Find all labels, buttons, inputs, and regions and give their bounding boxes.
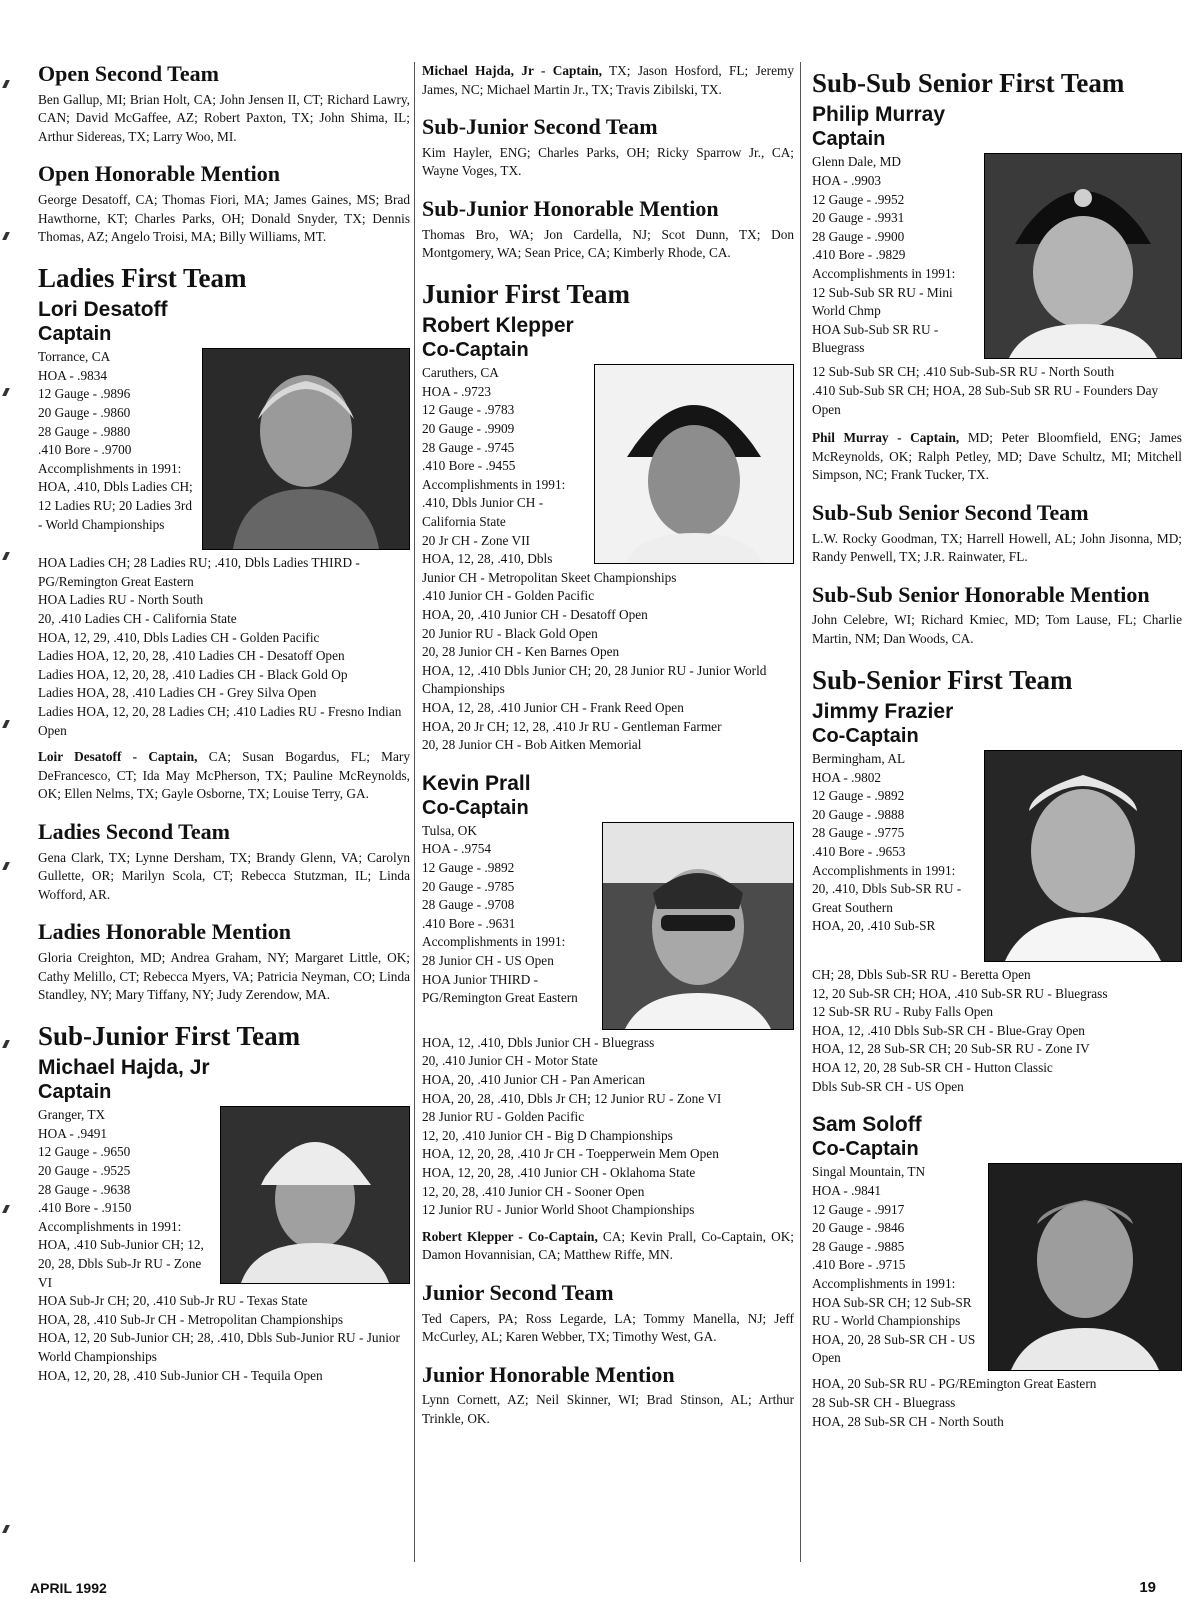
accomplishment-line: HOA, 20, .410 Junior CH - Pan American [422, 1072, 646, 1088]
accomplishment-line: .410 Junior CH - Golden Pacific [422, 588, 595, 604]
ladies-first-team [38, 263, 410, 804]
stat-line: HOA - .9834 [38, 367, 108, 383]
accomplishment-list [38, 1311, 410, 1385]
captain-label: Phil Murray - Captain, [812, 430, 960, 446]
stat-line: 28 Gauge - .9880 [38, 423, 131, 439]
section-title: Sub-Sub Senior Second Team [812, 499, 1089, 525]
accomplishment-line: HOA 12, 20, 28 Sub-SR CH - Hutton Classic [812, 1060, 1053, 1075]
accomplishment-line: HOA, 12, 20, 28, .410 Jr CH - Toepperwein Mem Open [422, 1146, 719, 1162]
section-title: Open Second Team [38, 61, 219, 86]
stat-line: HOA, .410, Dbls Ladies CH; 12 Ladies RU; 20 Ladies 3rd - World Championships [38, 479, 193, 532]
column-divider [414, 62, 415, 1562]
members-text: CA; Susan Bogardus, FL; Mary DeFrancesco, CT; Ida May McPherson, TX; Pauline McReynolds, OK; Ellen Nelms, TX; Gayle Osborne, TX; Louise Terry, GA. [38, 749, 410, 802]
portrait-photo [220, 1106, 410, 1284]
team-members [38, 748, 410, 804]
portrait-icon [203, 349, 409, 549]
margin-mark [2, 1040, 10, 1048]
junior-first-team [422, 279, 794, 755]
section-title: Sub-Sub Senior Honorable Mention [812, 581, 1150, 607]
open-second-team [38, 62, 410, 146]
captain-name: Philip Murray [812, 103, 946, 127]
stat-line: HOA Sub-Jr CH; 20, .410 Sub-Jr RU - Texas State [38, 1293, 308, 1309]
sub-sub-senior-second-team [812, 501, 1182, 567]
portrait-photo [988, 1163, 1182, 1371]
column-divider [800, 62, 801, 1562]
team-members [422, 62, 794, 99]
sub-junior-second-team [422, 115, 794, 181]
stat-line: .410 Bore - .9455 [422, 458, 516, 474]
stat-line: Accomplishments in 1991: [422, 476, 566, 492]
accomplishment-line: HOA, 12, 20 Sub-Junior CH; 28, .410, Dbls Sub-Junior RU - Junior World Championships [38, 1330, 400, 1364]
accomplishment-line: Ladies HOA, 28, .410 Ladies CH - Grey Silva Open [38, 685, 317, 701]
stat-line: 20 Jr CH - Zone VII [422, 532, 530, 548]
accomplishment-line: 12 Junior RU - Junior World Shoot Championships [422, 1202, 695, 1218]
sub-senior-first-team [812, 665, 1182, 1097]
portrait-icon [989, 1164, 1181, 1370]
margin-mark [2, 388, 10, 396]
stat-line: 28 Gauge - .9745 [422, 439, 515, 455]
accomplishment-line: HOA, 20 Jr CH; 12, 28, .410 Jr RU - Gentleman Farmer [422, 718, 722, 734]
stat-line: Tulsa, OK [422, 822, 477, 838]
accomplishment-line: 28 Sub-SR CH - Bluegrass [812, 1394, 956, 1410]
ladies-second-team [38, 820, 410, 904]
margin-mark [2, 232, 10, 240]
page-number: 19 [1139, 1579, 1156, 1596]
accomplishment-line: Ladies HOA, 12, 20, 28 Ladies CH; .410 Ladies RU - Fresno Indian Open [38, 703, 402, 738]
accomplishment-line: HOA Ladies CH; 28 Ladies RU; .410, Dbls Ladies THIRD - PG/Remington Great Eastern [38, 555, 360, 589]
portrait-photo [602, 822, 794, 1030]
team-members: George Desatoff, CA; Thomas Fiori, MA; James Gaines, MS; Brad Hawthorne, KT; Charles Parks, OH; Donald Snyder, TX; Dennis Thomas, AZ; Angelo Troisi, MA; Billy Williams, MT. [38, 192, 410, 245]
sub-sub-senior-honorable-mention [812, 583, 1182, 649]
accomplishment-line: 20 Junior RU - Black Gold Open [422, 625, 598, 641]
portrait-photo [594, 364, 794, 564]
stat-line: HOA - .9802 [812, 769, 882, 785]
sub-sub-senior-first-team [812, 68, 1182, 485]
stat-line: HOA - .9903 [812, 173, 882, 189]
stat-line: 12 Gauge - .9917 [812, 1201, 905, 1217]
margin-mark [2, 862, 10, 870]
captain-role: Co-Captain [422, 796, 529, 819]
junior-co-captain [422, 771, 794, 1265]
team-members: Gena Clark, TX; Lynne Dersham, TX; Brandy Glenn, VA; Carolyn Gullette, OR; Marilyn Scola, CT; Rebecca Stutzman, IL; Linda Wofford, AR. [38, 849, 410, 902]
sub-junior-members [422, 62, 794, 99]
section-title: Ladies First Team [38, 262, 247, 293]
captain-label: Robert Klepper - Co-Captain, [422, 1228, 598, 1244]
stat-line: HOA, 20, 28 Sub-SR CH - US Open [812, 1331, 976, 1366]
stat-line: .410 Bore - .9150 [38, 1200, 132, 1216]
stat-line: HOA Sub-Sub SR RU - Bluegrass [812, 321, 939, 356]
stat-line: Accomplishments in 1991: [38, 1218, 182, 1234]
stat-line: 12 Gauge - .9783 [422, 402, 515, 418]
accomplishment-line: 12, 20, 28, .410 Junior CH - Sooner Open [422, 1183, 645, 1199]
members-text: CA; Kevin Prall, Co-Captain, OK; Damon Hovannisian, CA; Matthew Riffe, MN. [422, 1228, 795, 1263]
section-title: Sub-Junior First Team [38, 1020, 301, 1051]
accomplishment-line: Dbls Sub-SR CH - US Open [812, 1078, 964, 1094]
accomplishment-line: HOA, 28, .410 Sub-Jr CH - Metropolitan Championships [38, 1311, 344, 1327]
accomplishment-line: HOA, 12, .410, Dbls Junior CH - Bluegrass [422, 1034, 655, 1050]
margin-mark [2, 552, 10, 560]
accomplishment-line: .410 Sub-Sub SR CH; HOA, 28 Sub-Sub SR RU - Founders Day Open [812, 383, 1159, 417]
section-title: Sub-Senior First Team [812, 664, 1073, 695]
accomplishment-list [38, 554, 410, 740]
accomplishment-line: 20, 28 Junior CH - Bob Aitken Memorial [422, 737, 642, 753]
stat-line: 20 Gauge - .9525 [38, 1162, 131, 1178]
stat-line: Accomplishments in 1991: [422, 934, 566, 950]
captain-role: Co-Captain [812, 725, 919, 748]
margin-mark [2, 1205, 10, 1213]
stat-line: Torrance, CA [38, 349, 111, 365]
accomplishment-line: 12 Sub-SR RU - Ruby Falls Open [812, 1004, 994, 1020]
captain-role: Co-Captain [422, 339, 529, 362]
stat-line: 28 Gauge - .9638 [38, 1181, 131, 1197]
team-members: Thomas Bro, WA; Jon Cardella, NJ; Scot Dunn, TX; Don Montgomery, WA; Sean Price, CA; Kimberly Rhode, CA. [422, 226, 794, 261]
accomplishment-line: 20, 28 Junior CH - Ken Barnes Open [422, 644, 620, 660]
team-members: John Celebre, WI; Richard Kmiec, MD; Tom Lause, FL; Charlie Martin, NM; Dan Woods, CA. [812, 612, 1182, 647]
accomplishment-list [422, 569, 794, 755]
stat-line: .410 Bore - .9653 [812, 844, 906, 859]
accomplishment-line: HOA, 12, 28 Sub-SR CH; 20 Sub-SR RU - Zone IV [812, 1041, 1090, 1057]
accomplishment-line: HOA, 20, .410 Junior CH - Desatoff Open [422, 606, 648, 622]
accomplishment-line: HOA, 28 Sub-SR CH - North South [812, 1413, 1004, 1429]
portrait-icon [603, 823, 793, 1029]
ladies-honorable-mention [38, 920, 410, 1004]
accomplishment-line: HOA, 20 Sub-SR RU - PG/REmington Great Eastern [812, 1376, 1097, 1392]
stat-line: Accomplishments in 1991: [812, 265, 956, 281]
section-title: Ladies Second Team [38, 818, 230, 844]
issue-date: APRIL 1992 [30, 1580, 107, 1596]
section-title: Open Honorable Mention [38, 161, 281, 187]
accomplishment-line: 20, .410 Junior CH - Motor State [422, 1053, 598, 1069]
accomplishment-line: 28 Junior RU - Golden Pacific [422, 1109, 585, 1125]
stat-line: 28 Gauge - .9900 [812, 228, 905, 244]
accomplishment-line: 20, .410 Ladies CH - California State [38, 611, 237, 627]
sub-junior-honorable-mention [422, 197, 794, 263]
stat-line: 20 Gauge - .9785 [422, 878, 515, 894]
junior-honorable-mention [422, 1363, 794, 1429]
stat-line: HOA, 20, .410 Sub-SR [812, 918, 936, 934]
team-members: Kim Hayler, ENG; Charles Parks, OH; Ricky Sparrow Jr., CA; Wayne Voges, TX. [422, 144, 794, 179]
portrait-icon [595, 365, 793, 563]
accomplishment-line: HOA, 12, 20, 28, .410 Sub-Junior CH - Tequila Open [38, 1367, 323, 1383]
stat-line: 28 Gauge - .9708 [422, 897, 515, 913]
team-members [422, 1228, 794, 1265]
stat-line: Granger, TX [38, 1107, 106, 1123]
accomplishment-list [422, 1034, 794, 1220]
stat-line: HOA - .9723 [422, 383, 492, 399]
stat-line: .410 Bore - .9715 [812, 1257, 906, 1273]
team-members: Lynn Cornett, AZ; Neil Skinner, WI; Brad Stinson, AL; Arthur Trinkle, OK. [422, 1392, 794, 1427]
members-text: TX; Jason Hosford, FL; Jeremy James, NC; Michael Martin Jr., TX; Travis Zibilski, TX. [422, 63, 794, 97]
accomplishment-line: HOA, 20, 28, .410, Dbls Jr CH; 12 Junior RU - Zone VI [422, 1090, 722, 1106]
stat-line: 28 Gauge - .9885 [812, 1238, 905, 1254]
column-right [812, 64, 1182, 1447]
captain-name: Robert Klepper [422, 314, 574, 338]
stat-line: HOA Junior THIRD - PG/Remington Great Eastern [422, 971, 578, 1006]
stat-line: 20 Gauge - .9846 [812, 1220, 905, 1236]
stat-line: Accomplishments in 1991: [812, 862, 956, 878]
open-honorable-mention [38, 162, 410, 246]
section-title: Junior Honorable Mention [422, 1361, 675, 1387]
section-title: Ladies Honorable Mention [38, 919, 292, 945]
stat-line: .410 Bore - .9829 [812, 247, 906, 263]
captain-role: Captain [812, 128, 886, 151]
stat-line: 12 Gauge - .9892 [422, 860, 515, 876]
stat-line: Bermingham, AL [812, 751, 906, 767]
section-title: Sub-Junior Honorable Mention [422, 196, 719, 221]
margin-mark [2, 1525, 10, 1533]
accomplishment-line: 12, 20, .410 Junior CH - Big D Championships [422, 1127, 673, 1143]
margin-mark [2, 720, 10, 728]
captain-role: Co-Captain [812, 1138, 919, 1161]
captain-label: Michael Hajda, Jr - Captain, [422, 63, 602, 78]
captain-name: Jimmy Frazier [812, 699, 954, 723]
stat-line: HOA - .9754 [422, 841, 492, 857]
section-title: Junior Second Team [422, 1280, 614, 1306]
sub-senior-co-captain [812, 1112, 1182, 1431]
section-title: Sub-Sub Senior First Team [812, 68, 1125, 98]
stat-line: Accomplishments in 1991: [38, 460, 182, 476]
accomplishment-line: Junior CH - Metropolitan Skeet Championships [422, 569, 677, 585]
stat-line: Accomplishments in 1991: [812, 1275, 956, 1291]
stat-line: 20 Gauge - .9888 [812, 806, 905, 822]
stat-line: .410 Bore - .9631 [422, 915, 516, 931]
accomplishment-line: 12 Sub-Sub SR CH; .410 Sub-Sub-SR RU - North South [812, 364, 1115, 380]
team-members: L.W. Rocky Goodman, TX; Harrell Howell, AL; John Jisonna, MD; Randy Penwell, TX; J.R. Rainwater, FL. [812, 530, 1182, 565]
accomplishment-line: HOA Ladies RU - North South [38, 592, 204, 608]
team-members: Gloria Creighton, MD; Andrea Graham, NY; Margaret Little, OK; Cathy Melillo, CT; Rebecca Myers, VA; Patricia Neyman, CO; Linda Standley, NY; Mary Tiffany, NY; Judy Zerendow, MA. [38, 949, 410, 1003]
stat-line: Caruthers, CA [422, 365, 499, 381]
captain-name: Lori Desatoff [38, 298, 168, 322]
portrait-icon [985, 751, 1181, 961]
stat-line: 20 Gauge - .9860 [38, 405, 131, 421]
stat-line: 28 Junior CH - US Open [422, 953, 554, 969]
accomplishment-line: HOA, 12, .410 Dbls Sub-SR CH - Blue-Gray Open [812, 1022, 1085, 1038]
portrait-photo [984, 750, 1182, 962]
section-title: Sub-Junior Second Team [422, 114, 658, 140]
stat-line: HOA - .9841 [812, 1182, 882, 1198]
captain-name: Kevin Prall [422, 771, 531, 795]
stat-line: .410 Bore - .9700 [38, 442, 132, 458]
accomplishment-line: 12, 20 Sub-SR CH; HOA, .410 Sub-SR RU - Bluegrass [812, 985, 1108, 1001]
sub-junior-first-team [38, 1021, 410, 1385]
team-members [812, 429, 1182, 485]
accomplishment-line: CH; 28, Dbls Sub-SR RU - Beretta Open [812, 967, 1031, 983]
stat-line: 12 Sub-Sub SR RU - Mini World Chmp [812, 284, 953, 319]
stat-line: 12 Gauge - .9892 [812, 788, 905, 804]
stat-line: HOA - .9491 [38, 1125, 108, 1141]
accomplishment-line: Ladies HOA, 12, 20, 28, .410 Ladies CH - Desatoff Open [38, 648, 345, 664]
stat-line: 12 Gauge - .9952 [812, 191, 905, 207]
stat-line: 12 Gauge - .9650 [38, 1144, 131, 1160]
column-middle [422, 62, 794, 1445]
column-left [38, 60, 410, 1401]
portrait-photo [984, 153, 1182, 359]
stat-line: Singal Mountain, TN [812, 1164, 926, 1180]
accomplishment-list [812, 1375, 1182, 1431]
portrait-icon [985, 154, 1181, 358]
captain-role: Captain [38, 1081, 112, 1104]
accomplishment-line: Ladies HOA, 12, 20, 28, .410 Ladies CH - Black Gold Op [38, 666, 348, 682]
accomplishment-list [812, 363, 1182, 419]
captain-role: Captain [38, 323, 112, 346]
margin-mark [2, 80, 10, 88]
stat-line: Glenn Dale, MD [812, 154, 901, 170]
team-members: Ben Gallup, MI; Brian Holt, CA; John Jensen II, CT; Richard Lawry, CAN; David McGaffee, AZ; Robert Paxton, TX; John Shima, IL; Arthur Sidereas, TX; Larry Woo, MI. [38, 91, 410, 144]
team-members: Ted Capers, PA; Ross Legarde, LA; Tommy Manella, NJ; Jeff McCurley, AL; Karen Webber, TX; Timothy West, GA. [422, 1310, 794, 1345]
stat-line: 20, .410, Dbls Sub-SR RU - Great Southern [812, 881, 962, 915]
captain-name: Sam Soloff [812, 1113, 922, 1137]
members-text: MD; Peter Bloomfield, ENG; James McReynolds, OK; Ralph Petley, MD; Dave Schultz, MI; Mitchell Simpson, NC; Frank Tucker, TX. [812, 430, 1182, 483]
accomplishment-line: HOA, 12, .410 Dbls Junior CH; 20, 28 Junior RU - Junior World Championships [422, 662, 767, 697]
stat-line: 12 Gauge - .9896 [38, 386, 131, 402]
stat-line: 20 Gauge - .9909 [422, 421, 515, 437]
stat-line: 28 Gauge - .9775 [812, 825, 905, 841]
portrait-photo [202, 348, 410, 550]
accomplishment-list [812, 966, 1182, 1096]
portrait-icon [221, 1107, 409, 1283]
stat-line: HOA, .410 Sub-Junior CH; 12, 20, 28, Dbls Sub-Jr RU - Zone VI [38, 1237, 204, 1290]
junior-second-team [422, 1281, 794, 1347]
accomplishment-line: HOA, 12, 20, 28, .410 Junior CH - Oklahoma State [422, 1165, 696, 1181]
stat-line: HOA Sub-SR CH; 12 Sub-SR RU - World Championships [812, 1294, 972, 1329]
stat-line: HOA, 12, 28, .410, Dbls [422, 551, 553, 567]
section-title: Junior First Team [422, 278, 631, 309]
captain-name: Michael Hajda, Jr [38, 1056, 210, 1079]
stat-line: 20 Gauge - .9931 [812, 210, 905, 226]
accomplishment-line: HOA, 12, 29, .410, Dbls Ladies CH - Golden Pacific [38, 629, 320, 645]
stat-line: .410, Dbls Junior CH - California State [422, 495, 544, 529]
accomplishment-line: HOA, 12, 28, .410 Junior CH - Frank Reed Open [422, 699, 684, 715]
captain-label: Loir Desatoff - Captain, [38, 749, 198, 765]
